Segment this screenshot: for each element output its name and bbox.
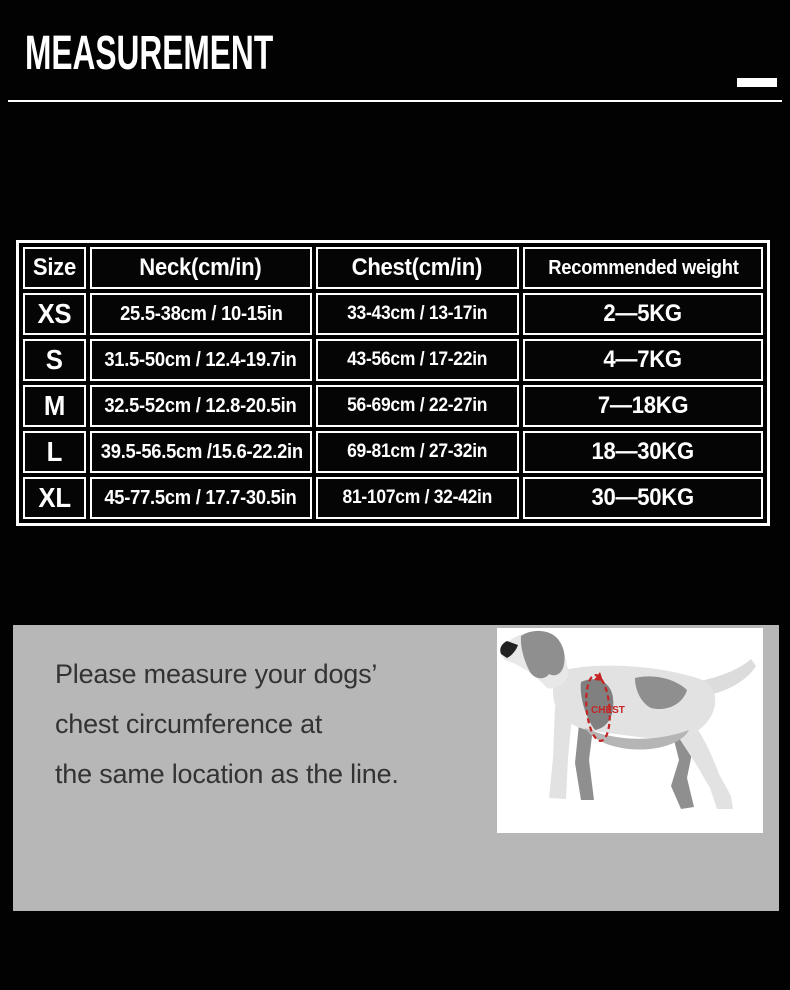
chest-cell: 56-69cm / 22-27in — [316, 385, 519, 427]
size-cell: M — [23, 385, 86, 427]
table-row-xs — [23, 293, 763, 335]
col-header-weight: Recommended weight — [523, 247, 763, 289]
table-row-m — [23, 385, 763, 427]
table-row-s — [23, 339, 763, 381]
accent-dash — [737, 78, 777, 87]
size-cell: XL — [23, 477, 86, 519]
neck-cell: 32.5-52cm / 12.8-20.5in — [90, 385, 312, 427]
title-underline — [8, 100, 782, 102]
table-row-l — [23, 431, 763, 473]
measure-instruction — [55, 649, 399, 799]
weight-cell: 2—5KG — [523, 293, 763, 335]
page-title: MEASUREMENT — [25, 27, 274, 80]
neck-cell: 31.5-50cm / 12.4-19.7in — [90, 339, 312, 381]
chest-cell: 33-43cm / 13-17in — [316, 293, 519, 335]
neck-cell: 25.5-38cm / 10-15in — [90, 293, 312, 335]
size-cell: S — [23, 339, 86, 381]
dog-side-illustration-icon — [497, 628, 763, 833]
chest-cell: 43-56cm / 17-22in — [316, 339, 519, 381]
weight-cell: 30—50KG — [523, 477, 763, 519]
size-cell: XS — [23, 293, 86, 335]
note-line-3: the same location as the line. — [55, 759, 399, 789]
note-line-1: Please measure your dogs’ — [55, 659, 378, 689]
col-header-size: Size — [23, 247, 86, 289]
chest-cell: 69-81cm / 27-32in — [316, 431, 519, 473]
chest-label: CHEST — [591, 705, 625, 716]
size-cell: L — [23, 431, 86, 473]
chest-cell: 81-107cm / 32-42in — [316, 477, 519, 519]
table-row-xl — [23, 477, 763, 519]
neck-cell: 39.5-56.5cm /15.6-22.2in — [90, 431, 312, 473]
weight-cell: 18—30KG — [523, 431, 763, 473]
note-panel — [13, 625, 779, 911]
col-header-chest: Chest(cm/in) — [316, 247, 519, 289]
size-table — [16, 240, 770, 526]
note-line-2: chest circumference at — [55, 709, 323, 739]
table-header-row — [23, 247, 763, 289]
weight-cell: 7—18KG — [523, 385, 763, 427]
weight-cell: 4—7KG — [523, 339, 763, 381]
col-header-neck: Neck(cm/in) — [90, 247, 312, 289]
neck-cell: 45-77.5cm / 17.7-30.5in — [90, 477, 312, 519]
dog-measurement-figure — [497, 628, 763, 833]
